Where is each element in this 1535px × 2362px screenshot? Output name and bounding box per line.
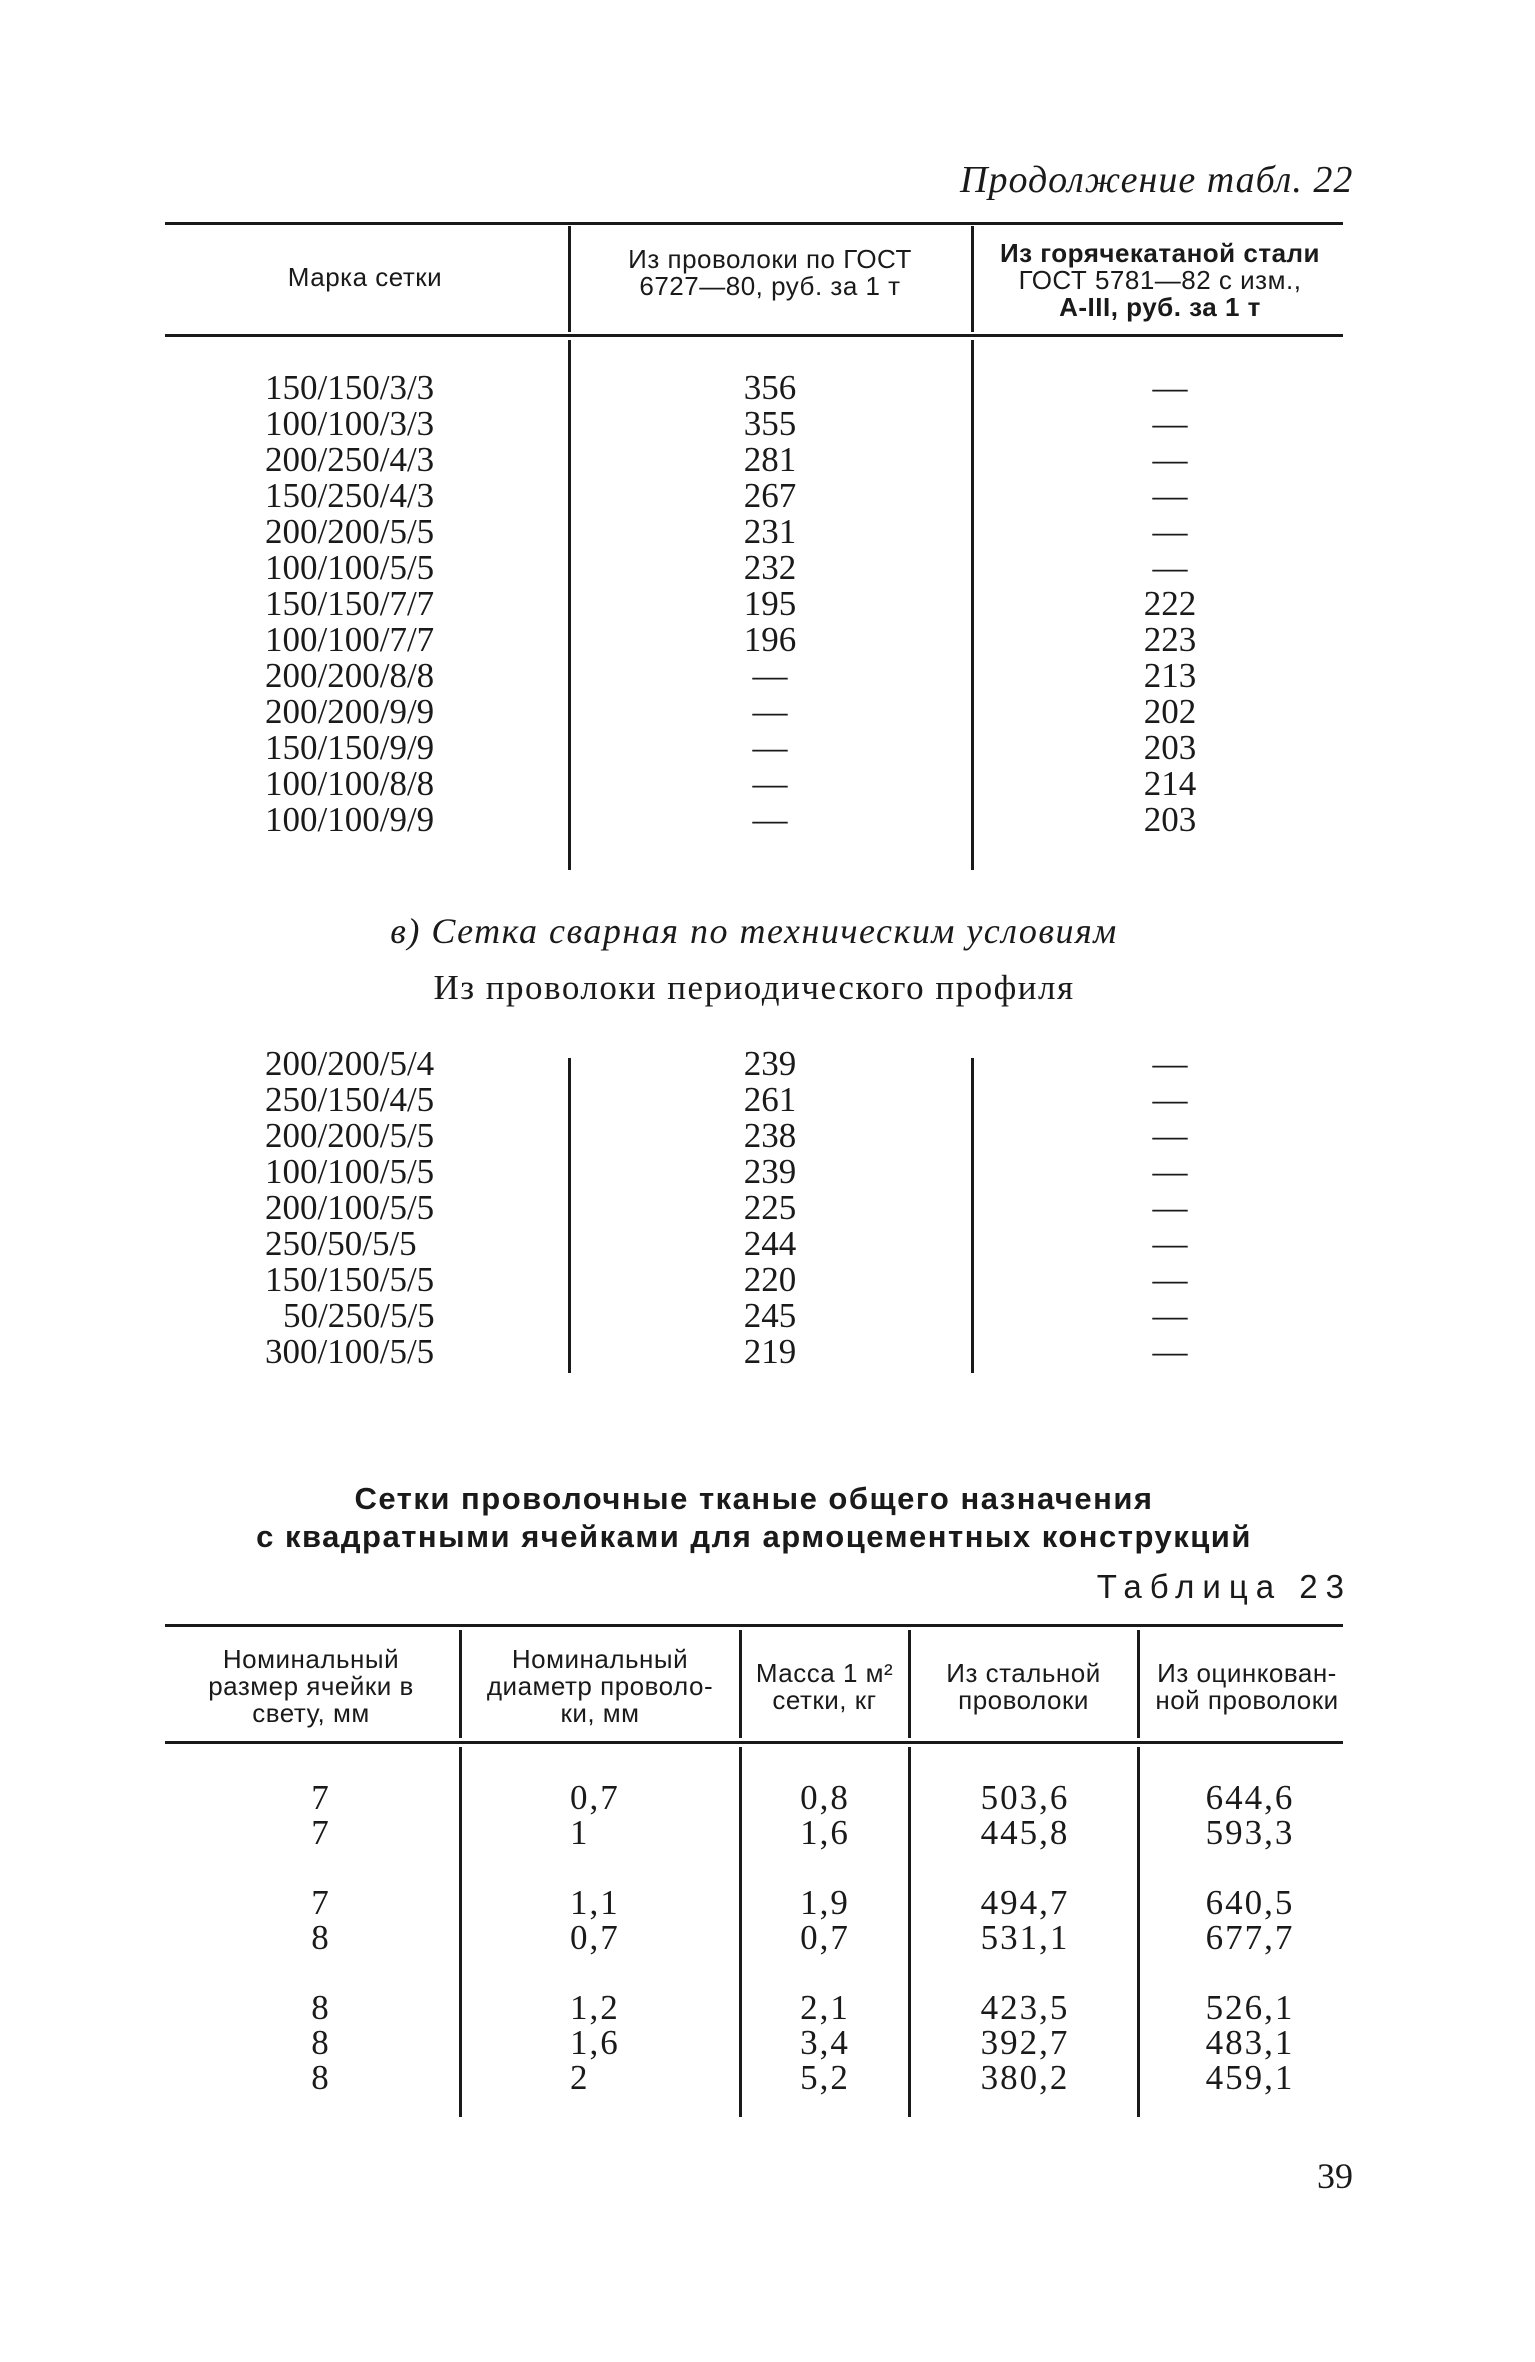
table-row-steel: 202 <box>1143 692 1197 731</box>
table-23-label: Таблица 23 <box>1096 1568 1352 1605</box>
table-row-wire: — <box>752 656 788 695</box>
table-row-steel: — <box>1152 548 1188 587</box>
table-23-header-divider-2 <box>739 1630 742 1738</box>
table-row-wire: 261 <box>743 1080 797 1119</box>
table-23-body-divider-1 <box>459 1747 462 2117</box>
table-22-wire-column <box>700 370 840 838</box>
table-row-mass: 1,6 <box>800 1813 850 1852</box>
table-row-wire: 238 <box>743 1116 797 1155</box>
table-row-size: 8 <box>311 2023 329 2062</box>
table-23-mass-column <box>770 1780 880 2095</box>
table-row-mark: 100/100/3/3 <box>265 404 435 443</box>
table-row-mark: 150/150/3/3 <box>265 368 435 407</box>
table-row-wire: — <box>752 692 788 731</box>
table-23-title: Сетки проволочные тканые общего назначения с квадратными ячейками для армоцементных конструкций <box>256 1481 1252 1554</box>
table-row-wire: 267 <box>743 476 797 515</box>
table-row-mass: 0,7 <box>800 1918 850 1957</box>
table-22-header-rule <box>165 334 1343 337</box>
table-23-zinc-column <box>1180 1780 1320 2095</box>
table-row-diameter: 0,7 <box>570 1778 620 1817</box>
table-row-wire: 239 <box>743 1044 797 1083</box>
table-23-header-divider-3 <box>908 1630 911 1738</box>
table-23-body-divider-2 <box>739 1747 742 2117</box>
table-row-steel: 392,7 <box>980 2023 1070 2062</box>
table-row-wire: 281 <box>743 440 797 479</box>
table-row-mark: 150/250/4/3 <box>265 476 435 515</box>
table-row-wire: 219 <box>743 1332 797 1371</box>
table-23-header-size: Номинальный размер ячейки в свету, мм <box>208 1644 414 1728</box>
table-23-header-mass: Масса 1 м² сетки, кг <box>755 1658 894 1715</box>
table-row-steel: 222 <box>1143 584 1197 623</box>
table-row-steel: 531,1 <box>980 1918 1070 1957</box>
table-row-wire: 356 <box>743 368 797 407</box>
table-row-zinc: 459,1 <box>1205 2058 1295 2097</box>
table-row-wire: 225 <box>743 1188 797 1227</box>
table-row-diameter: 2 <box>570 2058 590 2097</box>
table-row-steel: — <box>1152 440 1188 479</box>
table-row-steel: — <box>1152 1188 1188 1227</box>
table-row-diameter: 1,2 <box>570 1988 620 2027</box>
table-row-wire: 245 <box>743 1296 797 1335</box>
table-row-mass: 3,4 <box>800 2023 850 2062</box>
table-row-mark: 200/250/4/3 <box>265 440 435 479</box>
table-row-mark: 150/150/5/5 <box>265 1260 435 1299</box>
table-row-mass: 5,2 <box>800 2058 850 2097</box>
table-row-steel: 203 <box>1143 800 1197 839</box>
section-v-title: в) Сетка сварная по техническим условиям <box>390 911 1118 951</box>
table-row-zinc: 483,1 <box>1205 2023 1295 2062</box>
table-row-wire: 196 <box>743 620 797 659</box>
table-row-wire: — <box>752 764 788 803</box>
table-row-wire: 232 <box>743 548 797 587</box>
table-row-mark: 200/200/5/5 <box>265 1116 435 1155</box>
table-row-steel: — <box>1152 1116 1188 1155</box>
table-row-diameter: 1,6 <box>570 2023 620 2062</box>
table-row-diameter: 0,7 <box>570 1918 620 1957</box>
table-row-steel: 494,7 <box>980 1883 1070 1922</box>
table-23-steel-column <box>955 1780 1095 2095</box>
table-row-mass: 2,1 <box>800 1988 850 2027</box>
table-row-mark: 100/100/7/7 <box>265 620 435 659</box>
table-row-wire: 195 <box>743 584 797 623</box>
table-row-size: 8 <box>311 1918 329 1957</box>
table-row-steel: — <box>1152 1044 1188 1083</box>
table-22-header-steel: Из горячекатаной стали ГОСТ 5781—82 с изм., А-III, руб. за 1 т <box>999 238 1321 322</box>
table-22-body-divider-2 <box>971 340 974 870</box>
table-row-diameter: 1 <box>570 1813 590 1852</box>
table-row-size: 8 <box>311 1988 329 2027</box>
table-row-mark: 200/200/5/4 <box>265 1044 435 1083</box>
table-row-steel: — <box>1152 1080 1188 1119</box>
table-23-body-divider-4 <box>1137 1747 1140 2117</box>
table-row-steel: 423,5 <box>980 1988 1070 2027</box>
table-row-mark: 250/50/5/5 <box>265 1224 417 1263</box>
table-row-mark: 200/200/9/9 <box>265 692 435 731</box>
table-22-header-wire: Из проволоки по ГОСТ 6727—80, руб. за 1 т <box>628 244 912 301</box>
table-row-steel: — <box>1152 512 1188 551</box>
table-row-size: 8 <box>311 2058 329 2097</box>
table-row-mark: 100/100/9/9 <box>265 800 435 839</box>
table-22-header-mark: Марка сетки <box>287 262 443 292</box>
table-row-mark: 200/200/8/8 <box>265 656 435 695</box>
table-23-top-rule <box>165 1624 1343 1627</box>
table-row-mark: 200/100/5/5 <box>265 1188 435 1227</box>
table-row-mark: 300/100/5/5 <box>265 1332 435 1371</box>
table-row-size: 7 <box>311 1813 329 1852</box>
table-23-header-zinc: Из оцинкован- ной проволоки <box>1155 1658 1339 1715</box>
table-row-steel: 223 <box>1143 620 1197 659</box>
table-row-mark: 50/250/5/5 <box>283 1296 435 1335</box>
table-row-size: 7 <box>311 1778 329 1817</box>
table-row-steel: 445,8 <box>980 1813 1070 1852</box>
table-row-steel: 213 <box>1143 656 1197 695</box>
page-number: 39 <box>1317 2156 1353 2196</box>
table-row-size: 7 <box>311 1883 329 1922</box>
table-row-zinc: 593,3 <box>1205 1813 1295 1852</box>
table-row-mass: 1,9 <box>800 1883 850 1922</box>
table-row-wire: 239 <box>743 1152 797 1191</box>
table-row-mark: 150/150/9/9 <box>265 728 435 767</box>
table-22-header-divider-1 <box>568 226 571 332</box>
table-row-wire: 220 <box>743 1260 797 1299</box>
table-row-steel: — <box>1152 1152 1188 1191</box>
section-v-steel-column <box>1100 1046 1240 1370</box>
table-22-body-divider-1 <box>568 340 571 870</box>
table-row-steel: 214 <box>1143 764 1197 803</box>
table-23-header-rule <box>165 1741 1343 1744</box>
table-row-wire: — <box>752 728 788 767</box>
table-row-steel: — <box>1152 368 1188 407</box>
section-v-divider-2 <box>971 1058 974 1373</box>
table-row-zinc: 640,5 <box>1205 1883 1295 1922</box>
table-row-steel: 380,2 <box>980 2058 1070 2097</box>
table-row-wire: — <box>752 800 788 839</box>
table-23-header-diameter: Номинальный диаметр проволо- ки, мм <box>486 1644 714 1728</box>
table-row-diameter: 1,1 <box>570 1883 620 1922</box>
section-v-wire-column <box>700 1046 840 1370</box>
table-23-size-column <box>270 1780 370 2095</box>
table-row-steel: 203 <box>1143 728 1197 767</box>
table-row-mark: 100/100/8/8 <box>265 764 435 803</box>
section-v-divider-1 <box>568 1058 571 1373</box>
table-row-steel: — <box>1152 1224 1188 1263</box>
table-row-steel: — <box>1152 1296 1188 1335</box>
table-23-header-divider-1 <box>459 1630 462 1738</box>
table-row-mass: 0,8 <box>800 1778 850 1817</box>
table-23-body-divider-3 <box>908 1747 911 2117</box>
section-v-marks-column <box>265 1046 525 1370</box>
table-row-wire: 231 <box>743 512 797 551</box>
table-row-wire: 244 <box>743 1224 797 1263</box>
table-23-header-divider-4 <box>1137 1630 1140 1738</box>
continuation-label: Продолжение табл. 22 <box>960 159 1354 201</box>
table-row-steel: 503,6 <box>980 1778 1070 1817</box>
table-row-zinc: 526,1 <box>1205 1988 1295 2027</box>
table-row-mark: 250/150/4/5 <box>265 1080 435 1119</box>
table-row-mark: 150/150/7/7 <box>265 584 435 623</box>
table-row-zinc: 644,6 <box>1205 1778 1295 1817</box>
table-row-steel: — <box>1152 476 1188 515</box>
table-row-mark: 200/200/5/5 <box>265 512 435 551</box>
table-row-steel: — <box>1152 1260 1188 1299</box>
table-23-diameter-column <box>570 1780 690 2095</box>
table-row-steel: — <box>1152 1332 1188 1371</box>
table-row-mark: 100/100/5/5 <box>265 548 435 587</box>
table-row-wire: 355 <box>743 404 797 443</box>
table-23-header-steel: Из стальной проволоки <box>946 1658 1101 1715</box>
table-row-mark: 100/100/5/5 <box>265 1152 435 1191</box>
section-v-subtitle: Из проволоки периодического профиля <box>433 968 1075 1007</box>
table-22-steel-column <box>1100 370 1240 838</box>
table-22-header-divider-2 <box>971 226 974 332</box>
table-22-top-rule <box>165 222 1343 225</box>
table-22-marks-column <box>265 370 525 838</box>
table-row-zinc: 677,7 <box>1205 1918 1295 1957</box>
table-row-steel: — <box>1152 404 1188 443</box>
